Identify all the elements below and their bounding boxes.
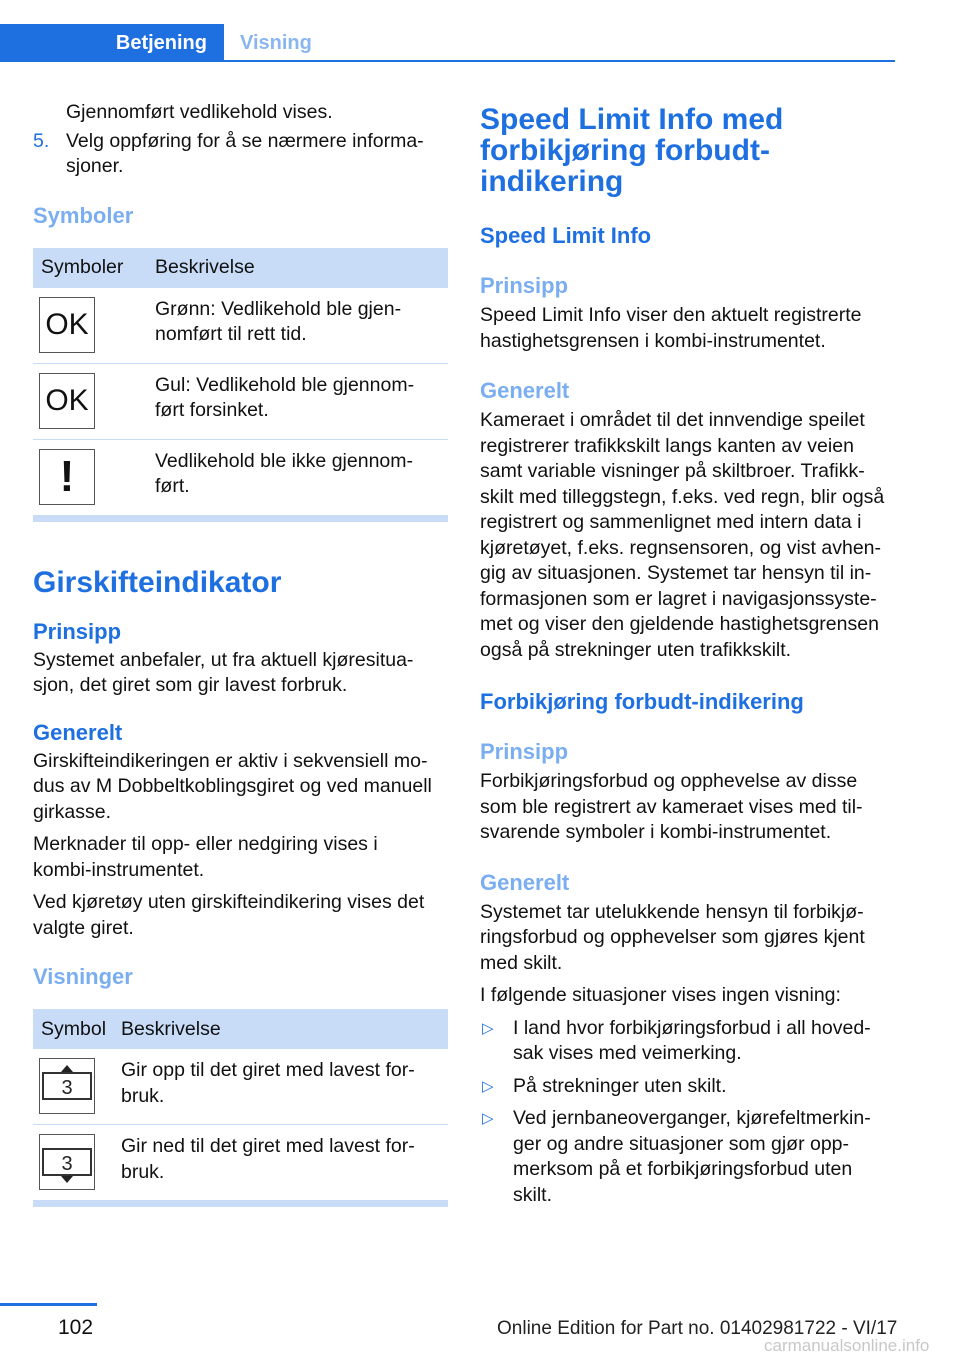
table-cell-icon [33,439,155,515]
table-cell-icon [33,1125,121,1201]
cell-line: ført forsinket. [155,399,269,421]
bullet-line: Ved jernbaneoverganger, kjørefeltmerkin‐ [513,1107,871,1129]
tab-visning[interactable]: Visning [240,31,312,54]
generelt-heading: Generelt [480,378,570,403]
prinsipp-text: Systemet anbefaler, ut fra aktuell kjøresitua‐ sjon, det giret som gir lavest forbruk. [33,648,414,696]
symbols-table [33,248,448,516]
prinsipp2-text: Forbikjøringsforbud og opphevelse av disse som ble registrert av kameraet vises med til‐ svarende symboler i kombi-instrumentet. [480,770,863,843]
bullet-triangle-icon: ▷ [482,1019,494,1037]
svg-text:3: 3 [61,1077,73,1099]
table-cell-text [155,439,448,515]
table-row [33,363,448,439]
ok-green-icon: OK [39,297,95,353]
edition-note: Online Edition for Part no. 01402981722 - VI/17 [497,1318,898,1339]
cell-line: nomført til rett tid. [155,323,307,345]
table-cell-text [155,363,448,439]
generelt-heading: Generelt [33,719,123,745]
cell-line: Gir opp til det giret med lavest for‐ [121,1059,415,1081]
header-rule [0,60,895,62]
generelt-text: Kameraet i området til det innvendige speilet registrerer trafikkskilt langs kanten av veien samt variable visninger på skiltbroer. Trafikk‐ skilt med tilleggstegn, f.eks. ved regn, blir også registrert og sammenlignet med intern data i kjøretøyet, f.eks. regnsensoren, og vist avhen‐ gig av situasjonen. Systemet tar hensyn til in‐ formasjonen som er lagret i navigasjonssyste‐ met og viser den gjeldende hastighetsgrensen også på strekninger uten trafikkskilt. [480,409,885,661]
tab-betjening[interactable]: Betjening [0,24,224,62]
table-end-bar [33,1201,448,1207]
table-row [33,1049,448,1125]
exclamation-icon: ! [39,449,95,505]
girskifteindikator-heading: Girskifteindikator [33,565,282,599]
bullet-line: sak vises med veimerking. [513,1042,742,1064]
table-row [33,288,448,364]
table-row [33,1125,448,1201]
table-header-beskrivelse: Beskrivelse [155,248,448,288]
cell-line: Gul: Vedlikehold ble gjennom‐ [155,373,415,396]
prinsipp-heading: Prinsipp [480,273,569,298]
cell-line: ført. [155,475,190,497]
cell-line: bruk. [121,1160,165,1183]
table-cell-icon [33,288,155,364]
generelt2-text: Systemet tar utelukkende hensyn til forbikjø‐ ringsforbud og opphevelser som gjøres kjent med skilt. [480,900,865,974]
footer-rule [0,1303,97,1306]
watermark: carmanualsonline.info [764,1336,930,1355]
table-cell-icon [33,363,155,439]
generelt2-heading: Generelt [480,869,570,895]
gear-symbols-table [33,1009,448,1201]
table-cell-text [121,1049,448,1125]
symboler-heading: Symboler [33,202,134,228]
list-number: 5. [33,129,50,152]
table-end-bar [33,516,448,522]
forbikjoring-heading: Forbikjøring forbudt-indikering [480,689,804,714]
speed-limit-info-heading: Speed Limit Info [480,223,652,248]
speed-limit-title: Speed Limit Info med forbikjøring forbudt‐ indikering [480,103,784,198]
situasjoner-text: I følgende situasjoner vises ingen visning: [480,984,841,1006]
bullet-line: På strekninger uten skilt. [513,1074,727,1097]
table-header-row [33,248,448,288]
bullet-triangle-icon: ▷ [482,1077,494,1095]
page-number: 102 [58,1316,94,1339]
table-cell-text [121,1125,448,1201]
page-header [0,0,960,62]
cell-line: Grønn: Vedlikehold ble gjen‐ [155,297,402,320]
bullet-triangle-icon: ▷ [482,1110,494,1127]
cell-line: Vedlikehold ble ikke gjennom‐ [155,449,413,472]
visninger-heading: Visninger [33,964,133,989]
bullet-line: I land hvor forbikjøringsforbud i all hoved‐ [513,1016,871,1039]
list-text-line: Velg oppføring for å se nærmere informa‐ [66,129,424,152]
generelt-paragraph-2: Merknader til opp- eller nedgiring vises i kombi-instrumentet. [33,833,378,881]
table-header-row [33,1009,448,1049]
list-item-5 [33,129,448,180]
continued-line: Gjennomført vedlikehold vises. [66,101,333,123]
right-column [480,104,895,1208]
cell-line: bruk. [121,1084,165,1107]
prinsipp-text: Speed Limit Info viser den aktuelt registrerte hastighetsgrensen i kombi-instrumentet. [480,304,862,352]
gear-up-icon [39,1058,95,1114]
ok-yellow-icon: OK [39,373,95,429]
cell-line: Gir ned til det giret med lavest for‐ [121,1135,415,1157]
list-item [480,1016,895,1067]
gear-down-icon [39,1134,95,1190]
table-header-beskrivelse: Beskrivelse [121,1009,448,1049]
list-item [480,1106,895,1208]
generelt-paragraph-3: Ved kjøretøy uten girskifteindikering vises det valgte giret. [33,891,425,939]
prinsipp2-heading: Prinsipp [480,739,569,764]
table-header-symbol: Symbol [33,1009,121,1049]
bullet-line: merksom på et forbikjøringsforbud uten [513,1158,853,1180]
bullet-line: skilt. [513,1183,552,1206]
table-cell-icon [33,1049,121,1125]
table-cell-text [155,288,448,364]
list-item [480,1074,895,1100]
generelt-paragraph-1: Girskifteindikeringen er aktiv i sekvensiell mo‐ dus av M Dobbeltkoblingsgiret og ved manuell girkasse. [33,749,432,823]
left-column [33,100,448,1207]
prinsipp-heading: Prinsipp [33,618,122,644]
list-text-line: sjoner. [66,155,124,177]
table-row [33,439,448,515]
svg-text:3: 3 [61,1153,73,1175]
table-header-symboler: Symboler [33,248,155,288]
bullet-line: ger og andre situasjoner som gjør opp‐ [513,1132,850,1155]
